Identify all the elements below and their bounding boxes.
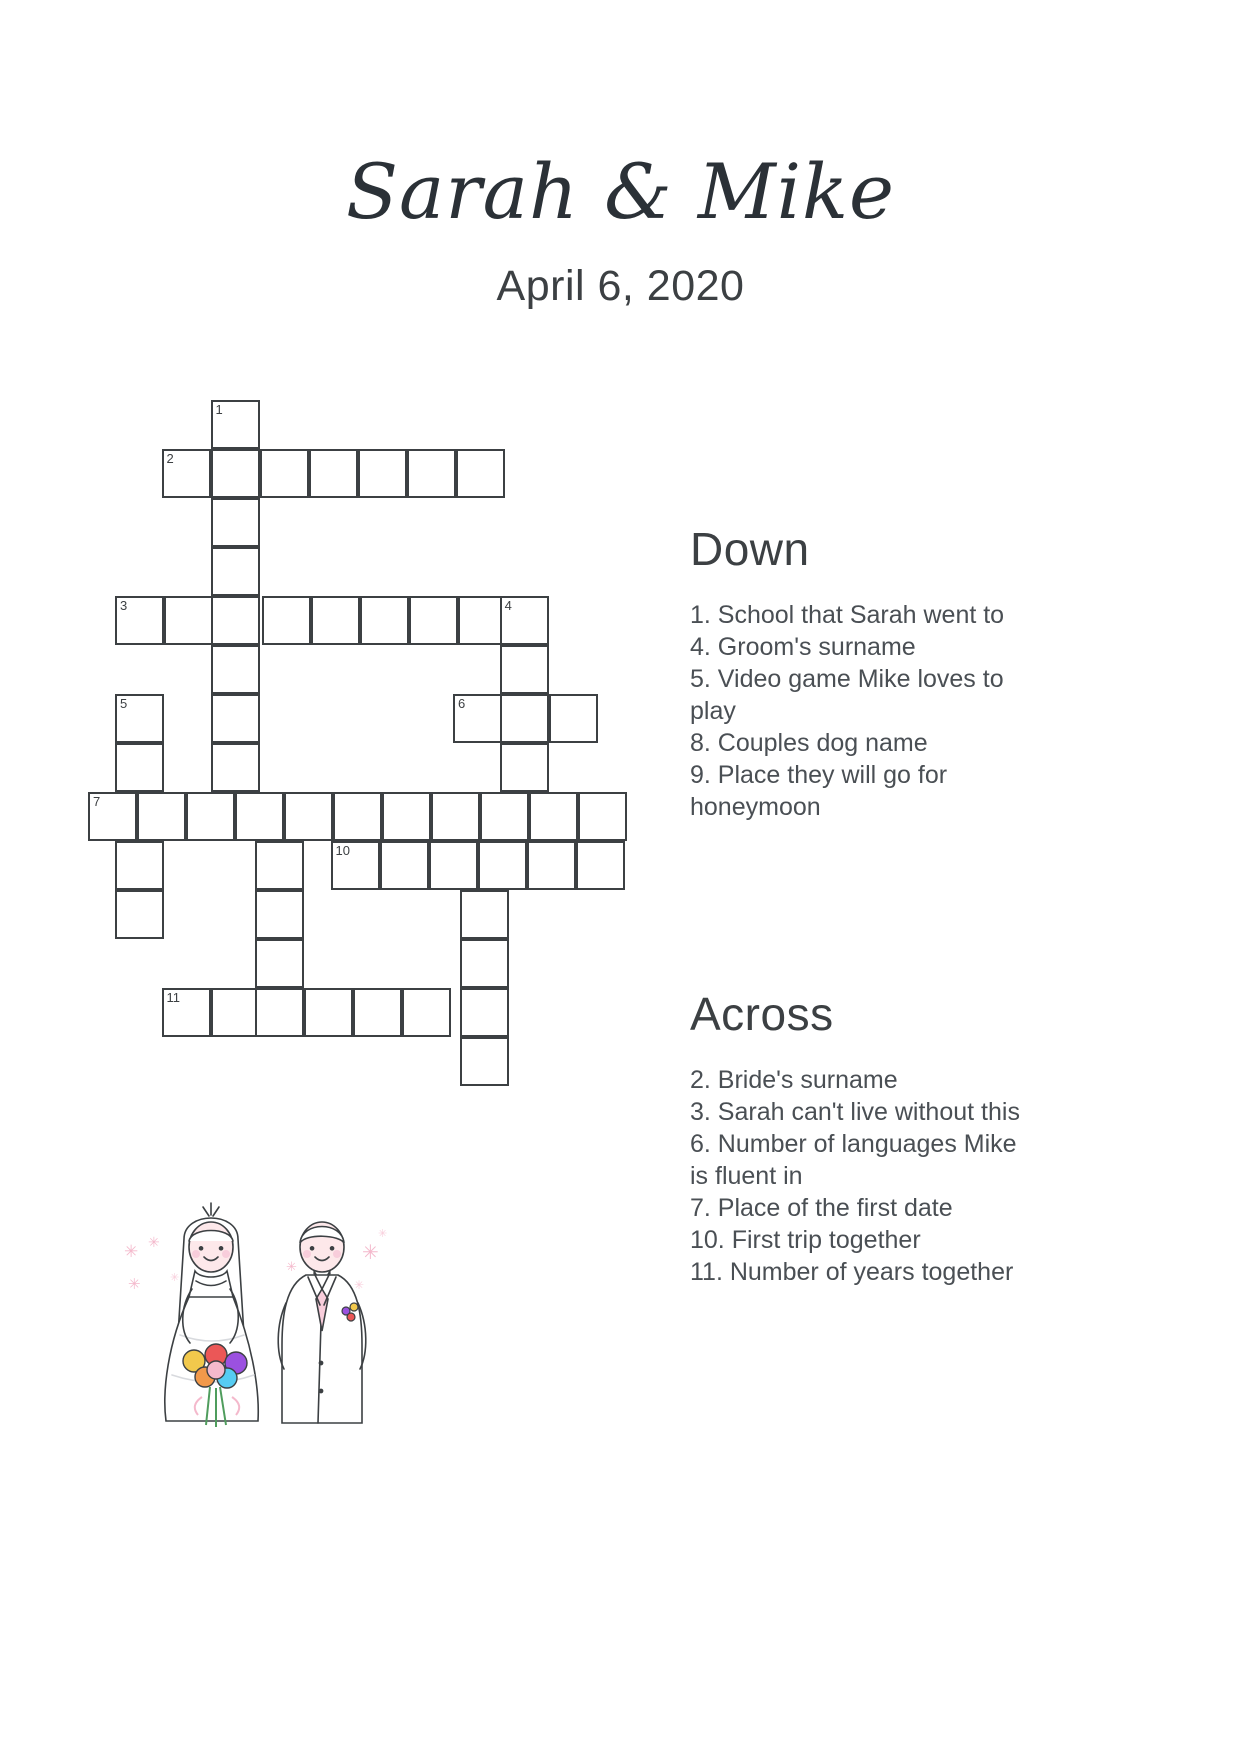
crossword-cell-numbered[interactable]	[88, 792, 137, 841]
svg-text:✳: ✳	[286, 1259, 297, 1274]
crossword-cell[interactable]	[456, 449, 505, 498]
cell-number: 6	[458, 696, 466, 711]
crossword-cell[interactable]	[409, 596, 458, 645]
crossword-cell[interactable]	[186, 792, 235, 841]
crossword-cell[interactable]	[211, 449, 260, 498]
bride-and-groom-illustration	[110, 1185, 440, 1445]
crossword-cell[interactable]	[578, 792, 627, 841]
down-clue-item: 9. Place they will go for honeymoon	[690, 761, 948, 822]
cell-number: 3	[119, 598, 128, 613]
down-clue-item: 4. Groom's surname	[690, 633, 916, 662]
down-clue-item: 5. Video game Mike loves to play	[690, 665, 1004, 726]
crossword-cell[interactable]	[309, 449, 358, 498]
across-clue-item: 7. Place of the first date	[690, 1194, 953, 1223]
svg-text:✳: ✳	[354, 1278, 365, 1292]
cell-number: 10	[335, 843, 351, 858]
down-clues-section	[690, 525, 1035, 823]
crossword-cell[interactable]	[480, 792, 529, 841]
crossword-cell-numbered[interactable]	[331, 841, 380, 890]
crossword-cell[interactable]	[460, 1037, 509, 1086]
crossword-cell[interactable]	[115, 841, 164, 890]
bride-figure	[165, 1203, 258, 1421]
crossword-cell[interactable]	[260, 449, 309, 498]
svg-text:✳: ✳	[362, 1242, 379, 1264]
crossword-cell[interactable]	[460, 939, 509, 988]
crossword-cell[interactable]	[255, 890, 304, 939]
cell-number: 11	[166, 990, 180, 1005]
across-clues-section	[690, 990, 1035, 1288]
crossword-cell-numbered[interactable]	[162, 449, 211, 498]
crossword-cell[interactable]	[478, 841, 527, 890]
crossword-cell[interactable]	[360, 596, 409, 645]
cell-number: 4	[504, 598, 512, 613]
across-clue-item: 11. Number of years together	[690, 1258, 1014, 1287]
crossword-cell[interactable]	[402, 988, 451, 1037]
wedding-date: April 6, 2020	[496, 262, 745, 310]
across-clue-item: 6. Number of languages Mike is fluent in	[690, 1130, 1017, 1191]
across-clue-item: 2. Bride's surname	[690, 1066, 898, 1095]
down-heading: Down	[690, 523, 810, 575]
crossword-cell[interactable]	[353, 988, 402, 1037]
svg-text:✳: ✳	[128, 1276, 141, 1293]
cell-number: 5	[119, 696, 128, 711]
crossword-cell[interactable]	[431, 792, 480, 841]
crossword-cell[interactable]	[358, 449, 407, 498]
crossword-grid[interactable]	[0, 0, 700, 1150]
svg-text:✳: ✳	[148, 1234, 160, 1250]
svg-text:✳: ✳	[124, 1242, 139, 1261]
crossword-cell[interactable]	[333, 792, 382, 841]
crossword-cell[interactable]	[164, 596, 213, 645]
groom-figure	[278, 1222, 366, 1423]
crossword-cell[interactable]	[211, 596, 260, 645]
crossword-cell-numbered[interactable]	[211, 400, 260, 449]
crossword-cell[interactable]	[500, 694, 549, 743]
crossword-cell[interactable]	[304, 988, 353, 1037]
crossword-cell[interactable]	[549, 694, 598, 743]
down-clue-item: 1. School that Sarah went to	[690, 601, 1005, 630]
svg-text:✳: ✳	[170, 1272, 180, 1284]
crossword-cell[interactable]	[255, 841, 304, 890]
crossword-cell[interactable]	[211, 645, 260, 694]
crossword-cell[interactable]	[262, 596, 311, 645]
cell-number: 7	[93, 794, 101, 809]
crossword-cell[interactable]	[500, 645, 549, 694]
crossword-cell[interactable]	[211, 743, 260, 792]
crossword-cell[interactable]	[460, 890, 509, 939]
crossword-cell[interactable]	[255, 988, 304, 1037]
crossword-cell[interactable]	[407, 449, 456, 498]
crossword-cell[interactable]	[284, 792, 333, 841]
crossword-cell-numbered[interactable]	[115, 596, 164, 645]
crossword-cell[interactable]	[211, 988, 260, 1037]
down-clue-item: 8. Couples dog name	[690, 729, 928, 758]
across-clue-item: 10. First trip together	[690, 1226, 921, 1255]
crossword-cell-numbered[interactable]	[115, 694, 164, 743]
cell-number: 1	[215, 402, 223, 417]
crossword-cell[interactable]	[380, 841, 429, 890]
crossword-cell[interactable]	[311, 596, 360, 645]
cell-number: 2	[166, 451, 174, 466]
svg-text:✳: ✳	[378, 1228, 388, 1240]
page-title: Sarah & Mike	[345, 147, 896, 236]
crossword-cell[interactable]	[255, 939, 304, 988]
crossword-cell[interactable]	[211, 547, 260, 596]
crossword-cell[interactable]	[235, 792, 284, 841]
crossword-cell[interactable]	[115, 743, 164, 792]
across-heading: Across	[690, 988, 834, 1040]
crossword-cell[interactable]	[382, 792, 431, 841]
crossword-cell[interactable]	[429, 841, 478, 890]
crossword-cell[interactable]	[576, 841, 625, 890]
down-clue-list	[690, 599, 1035, 823]
crossword-cell[interactable]	[500, 743, 549, 792]
crossword-cell-numbered[interactable]	[500, 596, 549, 645]
crossword-cell[interactable]	[529, 792, 578, 841]
crossword-cell[interactable]	[460, 988, 509, 1037]
crossword-cell[interactable]	[137, 792, 186, 841]
crossword-cell[interactable]	[527, 841, 576, 890]
crossword-cell[interactable]	[211, 498, 260, 547]
crossword-cell-numbered[interactable]	[162, 988, 211, 1037]
crossword-cell-numbered[interactable]	[453, 694, 502, 743]
crossword-cell[interactable]	[115, 890, 164, 939]
across-clue-list	[690, 1064, 1035, 1288]
across-clue-item: 3. Sarah can't live without this	[690, 1098, 1020, 1127]
crossword-cell[interactable]	[211, 694, 260, 743]
